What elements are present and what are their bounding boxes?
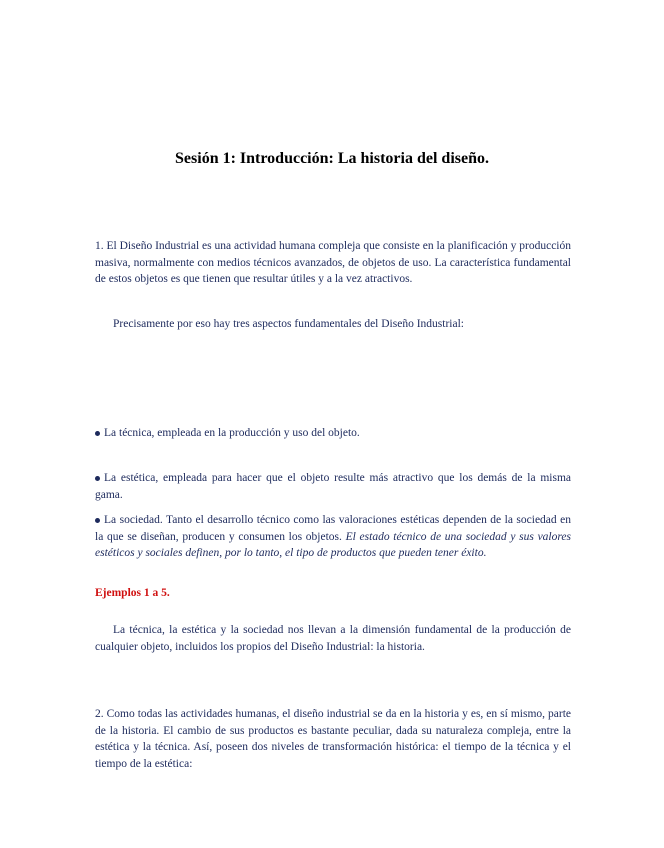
paragraph-3-text: La técnica, la estética y la sociedad nos llevan a la dimensión fundamental de la producción de cualquier objeto, incluidos los propios del Diseño Industrial: la historia. xyxy=(95,624,571,653)
examples-link: Ejemplos 1 a 5. xyxy=(95,587,170,599)
bullet-item xyxy=(95,425,571,442)
bullet-icon xyxy=(95,518,100,523)
bullet-item xyxy=(95,470,571,503)
paragraph-3 xyxy=(95,622,571,655)
bullet-text: La sociedad. Tanto el desarrollo técnico como las valoraciones estéticas dependen de la sociedad en la que se diseñan, producen y consumen los objetos. xyxy=(95,514,571,543)
paragraph-4 xyxy=(95,706,571,772)
page-title: Sesión 1: Introducción: La historia del diseño. xyxy=(175,150,489,167)
paragraph-2-text: Precisamente por eso hay tres aspectos fundamentales del Diseño Industrial: xyxy=(113,318,464,330)
paragraph-2 xyxy=(95,316,571,333)
bullet-italic-text: El estado técnico de una sociedad y sus valores estéticos y sociales definen, por lo tanto, el tipo de productos que pueden tener éxito. xyxy=(95,530,571,559)
bullet-text: La estética, empleada para hacer que el objeto resulte más atractivo que los demás de la misma gama. xyxy=(95,472,571,501)
bullet-text: La técnica, empleada en la producción y uso del objeto. xyxy=(104,427,360,439)
bullet-icon xyxy=(95,476,100,481)
bullet-item xyxy=(95,512,571,562)
bullet-icon xyxy=(95,431,100,436)
paragraph-1-text: 1. El Diseño Industrial es una actividad humana compleja que consiste en la planificación y producción masiva, normalmente con medios técnicos avanzados, de objetos de uso. La característica fundamental de estos objetos es que tienen que resultar útiles y a la vez atractivos. xyxy=(95,240,571,285)
paragraph-4-text: 2. Como todas las actividades humanas, el diseño industrial se da en la historia y es, en sí mismo, parte de la historia. El cambio de sus productos es bastante peculiar, dada su naturaleza compleja, entre la estética y la técnica. Así, poseen dos niveles de transformación histórica: el tiempo de la técnica y el tiempo de la estética: xyxy=(95,708,571,770)
paragraph-1 xyxy=(95,238,571,288)
examples-note xyxy=(95,585,571,602)
